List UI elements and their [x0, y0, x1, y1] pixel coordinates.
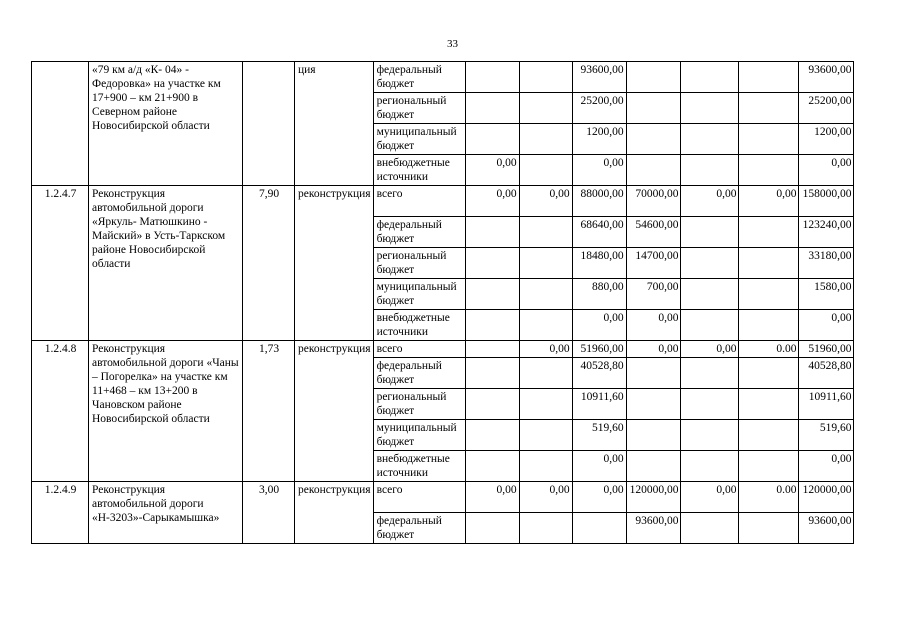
total-value: 93600,00	[799, 513, 854, 544]
year-value	[519, 93, 572, 124]
year-value	[739, 62, 799, 93]
year-value: 0,00	[572, 310, 626, 341]
total-value: 120000,00	[799, 482, 854, 513]
year-value	[739, 217, 799, 248]
table-row	[32, 186, 854, 217]
year-value	[681, 451, 739, 482]
year-value	[739, 451, 799, 482]
funding-source: федеральный бюджет	[373, 217, 465, 248]
total-value: 123240,00	[799, 217, 854, 248]
year-value	[681, 310, 739, 341]
year-value	[681, 217, 739, 248]
year-value	[519, 248, 572, 279]
total-value: 93600,00	[799, 62, 854, 93]
year-value	[681, 420, 739, 451]
year-value	[519, 155, 572, 186]
year-value	[519, 420, 572, 451]
item-code	[32, 62, 89, 186]
year-value	[739, 420, 799, 451]
year-value: 0,00	[465, 482, 519, 513]
total-value: 1200,00	[799, 124, 854, 155]
item-name: Реконструкция автомобильной дороги «Яркуль- Матюшкино - Майский» в Усть-Таркском районе Новосибирской области	[89, 186, 243, 341]
year-value	[681, 358, 739, 389]
budget-table	[31, 61, 854, 544]
year-value: 18480,00	[572, 248, 626, 279]
year-value: 68640,00	[572, 217, 626, 248]
year-value: 0,00	[572, 155, 626, 186]
funding-source: федеральный бюджет	[373, 358, 465, 389]
year-value	[465, 389, 519, 420]
year-value	[681, 124, 739, 155]
year-value	[739, 124, 799, 155]
total-value: 51960,00	[799, 341, 854, 358]
year-value	[739, 248, 799, 279]
year-value	[465, 420, 519, 451]
total-value: 158000,00	[799, 186, 854, 217]
year-value	[681, 62, 739, 93]
year-value: 10911,60	[572, 389, 626, 420]
year-value	[465, 279, 519, 310]
funding-source: федеральный бюджет	[373, 62, 465, 93]
year-value	[681, 389, 739, 420]
year-value	[626, 358, 681, 389]
item-code: 1.2.4.7	[32, 186, 89, 341]
year-value	[626, 420, 681, 451]
funding-source: всего	[373, 341, 465, 358]
funding-source: муниципальный бюджет	[373, 420, 465, 451]
year-value: 1200,00	[572, 124, 626, 155]
funding-source: муниципальный бюджет	[373, 124, 465, 155]
year-value: 54600,00	[626, 217, 681, 248]
year-value	[519, 358, 572, 389]
year-value: 0,00	[572, 482, 626, 513]
year-value	[681, 93, 739, 124]
year-value: 93600,00	[626, 513, 681, 544]
total-value: 40528,80	[799, 358, 854, 389]
year-value: 25200,00	[572, 93, 626, 124]
item-name: «79 км а/д «К- 04» - Федоровка» на участке км 17+900 – км 21+900 в Северном районе Новосибирской области	[89, 62, 243, 186]
year-value: 88000,00	[572, 186, 626, 217]
year-value: 0,00	[572, 451, 626, 482]
total-value: 0,00	[799, 451, 854, 482]
year-value	[465, 62, 519, 93]
funding-source: внебюджетные источники	[373, 155, 465, 186]
year-value: 40528,80	[572, 358, 626, 389]
year-value: 0,00	[681, 186, 739, 217]
year-value	[739, 358, 799, 389]
work-type: реконструкция	[295, 341, 374, 482]
year-value	[626, 93, 681, 124]
year-value: 0,00	[681, 341, 739, 358]
item-length: 7,90	[243, 186, 295, 341]
year-value	[681, 279, 739, 310]
total-value: 0,00	[799, 155, 854, 186]
year-value: 51960,00	[572, 341, 626, 358]
funding-source: всего	[373, 186, 465, 217]
year-value: 700,00	[626, 279, 681, 310]
year-value	[519, 279, 572, 310]
year-value	[519, 451, 572, 482]
funding-source: региональный бюджет	[373, 93, 465, 124]
year-value	[519, 513, 572, 544]
total-value: 33180,00	[799, 248, 854, 279]
year-value	[626, 389, 681, 420]
page-number: 33	[447, 38, 458, 50]
year-value: 519,60	[572, 420, 626, 451]
work-type: ция	[295, 62, 374, 186]
year-value	[626, 124, 681, 155]
year-value	[681, 155, 739, 186]
year-value: 93600,00	[572, 62, 626, 93]
year-value	[681, 248, 739, 279]
funding-source: внебюджетные источники	[373, 451, 465, 482]
year-value	[465, 513, 519, 544]
year-value	[572, 513, 626, 544]
year-value	[465, 358, 519, 389]
item-length: 1,73	[243, 341, 295, 482]
year-value	[739, 93, 799, 124]
year-value	[739, 279, 799, 310]
year-value: 120000,00	[626, 482, 681, 513]
year-value: 14700,00	[626, 248, 681, 279]
year-value	[465, 93, 519, 124]
year-value	[739, 389, 799, 420]
year-value	[626, 451, 681, 482]
work-type: реконструкция	[295, 482, 374, 544]
year-value: 0,00	[519, 482, 572, 513]
table-row	[32, 482, 854, 513]
year-value: 0.00	[739, 482, 799, 513]
total-value: 1580,00	[799, 279, 854, 310]
funding-source: региональный бюджет	[373, 248, 465, 279]
year-value: 0,00	[739, 186, 799, 217]
work-type: реконструкция	[295, 186, 374, 341]
year-value	[519, 389, 572, 420]
item-code: 1.2.4.8	[32, 341, 89, 482]
year-value: 0.00	[739, 341, 799, 358]
funding-source: всего	[373, 482, 465, 513]
item-length	[243, 62, 295, 186]
year-value	[681, 513, 739, 544]
year-value	[465, 451, 519, 482]
year-value	[465, 124, 519, 155]
funding-source: федеральный бюджет	[373, 513, 465, 544]
year-value: 0,00	[519, 186, 572, 217]
item-name: Реконструкция автомобильной дороги «Н-3203»-Сарыкамышка»	[89, 482, 243, 544]
year-value	[739, 513, 799, 544]
item-name: Реконструкция автомобильной дороги «Чаны – Погорелка» на участке км 11+468 – км 13+200 в Чановском районе Новосибирской области	[89, 341, 243, 482]
year-value	[626, 155, 681, 186]
year-value: 70000,00	[626, 186, 681, 217]
year-value	[739, 310, 799, 341]
year-value: 880,00	[572, 279, 626, 310]
year-value	[465, 217, 519, 248]
year-value: 0,00	[465, 155, 519, 186]
item-length: 3,00	[243, 482, 295, 544]
year-value: 0,00	[519, 341, 572, 358]
funding-source: внебюджетные источники	[373, 310, 465, 341]
year-value	[465, 248, 519, 279]
year-value	[739, 155, 799, 186]
year-value	[465, 341, 519, 358]
funding-source: региональный бюджет	[373, 389, 465, 420]
total-value: 10911,60	[799, 389, 854, 420]
table-row	[32, 62, 854, 93]
year-value	[519, 310, 572, 341]
year-value: 0,00	[626, 310, 681, 341]
year-value	[465, 310, 519, 341]
funding-source: муниципальный бюджет	[373, 279, 465, 310]
year-value	[519, 124, 572, 155]
year-value	[519, 62, 572, 93]
total-value: 0,00	[799, 310, 854, 341]
total-value: 25200,00	[799, 93, 854, 124]
item-code: 1.2.4.9	[32, 482, 89, 544]
year-value	[519, 217, 572, 248]
year-value	[626, 62, 681, 93]
year-value: 0,00	[465, 186, 519, 217]
year-value: 0,00	[681, 482, 739, 513]
total-value: 519,60	[799, 420, 854, 451]
table-row	[32, 341, 854, 358]
year-value: 0,00	[626, 341, 681, 358]
